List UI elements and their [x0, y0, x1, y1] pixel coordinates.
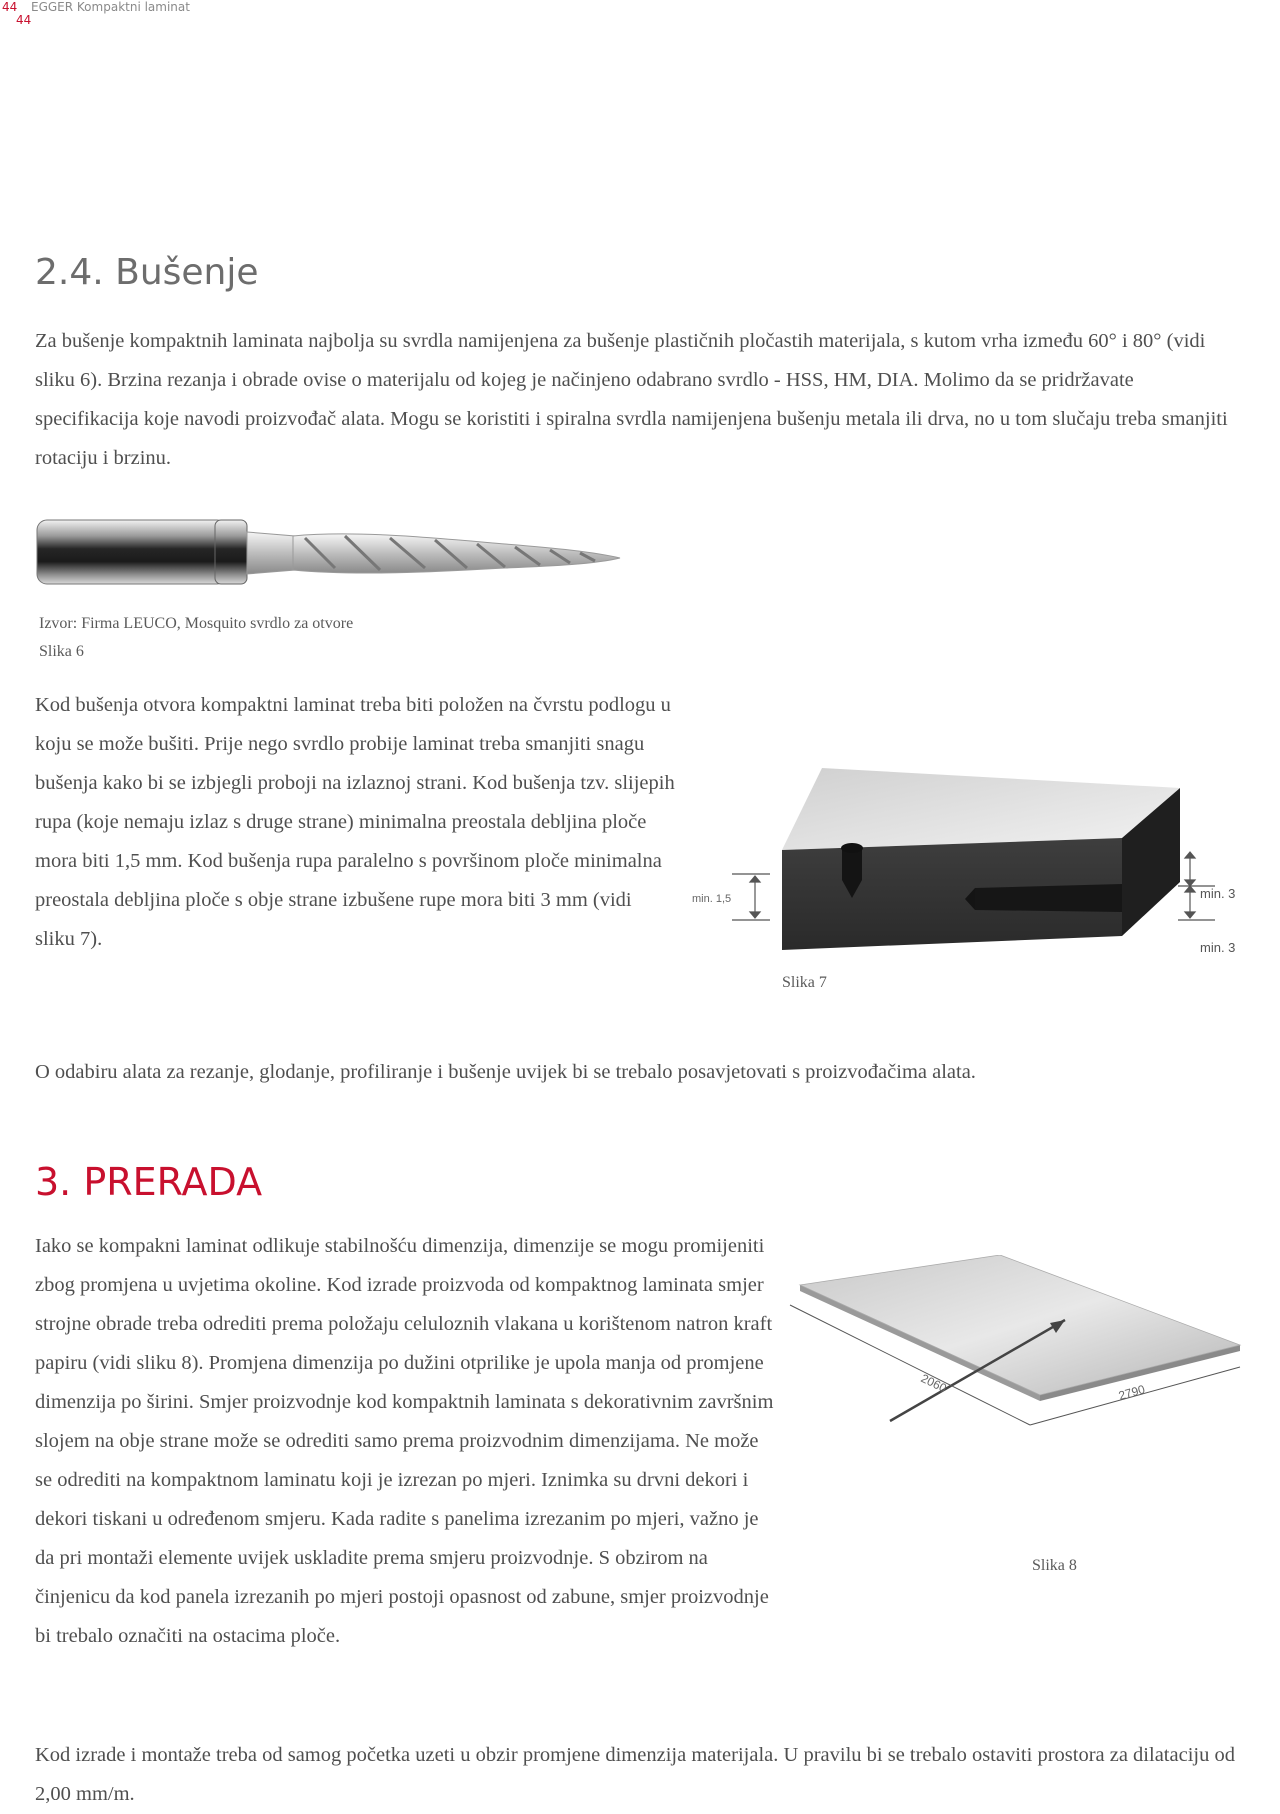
- dilatation-paragraph: Kod izrade i montaže treba od samog početka uzeti u obzir promjene dimenzija materijala. U pravilu bi se trebalo ostaviti prostora za dilataciju od 2,00 mm/m.: [35, 1744, 1235, 1805]
- figure6-caption: Slika 6: [39, 643, 84, 660]
- length-dimension-label: 2790: [1116, 1382, 1147, 1403]
- page-number: 44: [2, 0, 18, 14]
- processing-paragraph: Iako se kompakni laminat odlikuje stabilnošću dimenzija, dimenzije se mogu promijeniti zbog promjena u uvjetima okoline. Kod izrade proizvoda od kompaktnog laminata smjer strojne obrade treba odrediti prema položaju celuloznih vlakana u korištenom natron kraft papiru (vidi sliku 8). Promjena dimenzija po dužini otprilike je upola manja od promjene dimenzija po širini. Smjer proizvodnje kod kompaktnih laminata s dekorativnim završnim slojem na obje strane može se odrediti samo prema proizvodnim dimenzijama. Ne može se odrediti na kompaktnom laminatu koji je izrezan po mjeri. Iznimka su drvni dekori i dekori tiskani u određenom smjeru. Kada radite s panelima izrezanim po mjeri, važno je da pri montaži elemente uvijek uskladite prema smjeru proizvodnje. S obzirom na činjenicu da kod panela izrezanih po mjeri postoji opasnost od zabune, smjer proizvodnje bi trebalo označiti na ostacima ploče.: [35, 1235, 774, 1647]
- width-dimension-label: 2060: [918, 1371, 949, 1396]
- figure6-source: Izvor: Firma LEUCO, Mosquito svrdlo za otvore: [39, 615, 354, 632]
- drilling-details-paragraph: Kod bušenja otvora kompaktni laminat treba biti položen na čvrstu podlogu u koju se može bušiti. Prije nego svrdlo probije laminat treba smanjiti snagu bušenja kako bi se izbjegli proboji na izlaznoj strani. Kod bušenja tzv. slijepih rupa (koje nemaju izlaz s druge strane) minimalna preostala debljina ploče mora biti 1,5 mm. Kod bušenja rupa paralelno s površinom ploče minimalna preostala debljina ploče s obje strane izbušene rupe mora biti 3 mm (vidi sliku 7).: [35, 694, 675, 950]
- figure8-caption: Slika 8: [1032, 1557, 1077, 1574]
- panel-direction-diagram: [780, 1255, 1250, 1575]
- min-1-5-label: min. 1,5: [692, 893, 732, 905]
- tool-advice-paragraph: O odabiru alata za rezanje, glodanje, profiliranje i bušenje uvijek bi se trebalo posavjetovati s proizvođačima alata.: [35, 1061, 976, 1083]
- laminate-block-diagram: [670, 750, 1250, 1000]
- min-3-top-label: min. 3: [1200, 886, 1236, 901]
- figure7-caption: Slika 7: [782, 974, 827, 991]
- section-heading-drilling: 2.4. Bušenje: [35, 252, 259, 293]
- min-3-bottom-label: min. 3: [1200, 940, 1236, 955]
- drilling-intro-paragraph: Za bušenje kompaktnih laminata najbolja su svrdla namijenjena za bušenje plastičnih pločastih materijala, s kutom vrha između 60° i 80° (vidi sliku 6). Brzina rezanja i obrade ovise o materijalu od kojeg je načinjeno odabrano svrdlo - HSS, HM, DIA. Molimo da se pridržavate specifikacija koje navodi proizvođač alata. Mogu se koristiti i spiralna svrdla namijenjena bušenju metala ili drva, no u tom slučaju treba smanjiti rotaciju i brzinu.: [35, 330, 1228, 469]
- page-number-repeat: 44: [16, 13, 32, 27]
- section-heading-processing: 3. PRERADA: [35, 1160, 263, 1204]
- running-title: EGGER Kompaktni laminat: [31, 0, 190, 14]
- drill-bit-image: [35, 510, 625, 610]
